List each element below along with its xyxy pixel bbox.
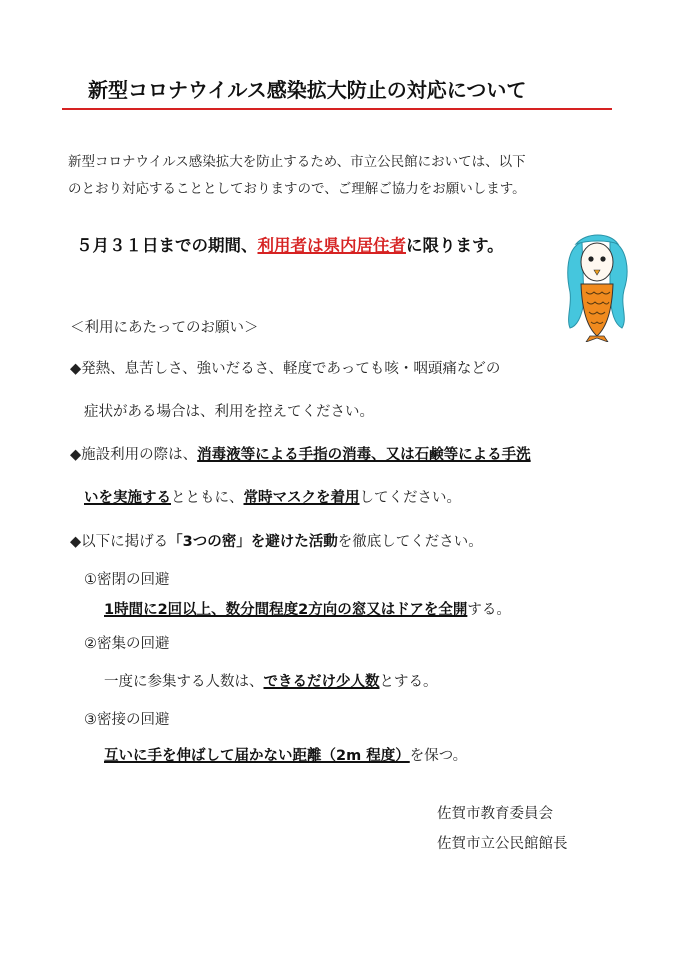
- requests-heading: ＜利用にあたってのお願い＞: [70, 320, 259, 336]
- sub2-prefix: 一度に参集する人数は、: [104, 674, 264, 690]
- sub1-ventilation: 1時間に2回以上、数分間程度2方向の窓又はドアを全開: [104, 602, 468, 618]
- page-title: 新型コロナウイルス感染拡大防止の対応について: [88, 78, 527, 102]
- item2-hand-hygiene-cont: いを実施する: [84, 490, 171, 506]
- title-divider: [62, 108, 612, 110]
- item2-line-1: [70, 443, 531, 464]
- item2-prefix: ◆施設利用の際は、: [70, 447, 198, 463]
- item3-suffix: を徹底してください。: [337, 534, 483, 550]
- amabie-mascot-icon: [560, 232, 634, 342]
- sub3-suffix: を保つ。: [409, 748, 468, 764]
- sub1-label: ①密閉の回避: [84, 572, 170, 588]
- item3-prefix: ◆以下に掲げる: [70, 534, 169, 550]
- notice-highlight: 利用者は県内居住者: [257, 236, 406, 255]
- item3-line: [70, 530, 483, 551]
- item2-line-2: [84, 486, 461, 507]
- item2-mid: とともに、: [171, 490, 244, 506]
- item2-suffix: してください。: [359, 490, 461, 506]
- sub2-small-group: できるだけ少人数: [263, 674, 380, 690]
- item3-three-cs: 「3つの密」を避けた活動: [168, 534, 338, 550]
- sub2-detail: [104, 670, 438, 691]
- item1-line-1: ◆発熱、息苦しさ、強いだるさ、軽度であっても咳・咽頭痛などの: [70, 361, 501, 377]
- sub3-label: ③密接の回避: [84, 712, 170, 728]
- residency-notice: [76, 232, 504, 256]
- sub3-detail: [104, 744, 467, 765]
- item2-hand-hygiene: 消毒液等による手指の消毒、又は石鹸等による手洗: [197, 447, 531, 463]
- sub3-distance: 互いに手を伸ばして届かない距離（2m 程度）: [104, 748, 410, 764]
- notice-part-1: ５月３１日までの期間、: [76, 236, 258, 255]
- item1-line-2: 症状がある場合は、利用を控えてください。: [84, 404, 374, 420]
- sub2-label: ②密集の回避: [84, 636, 170, 652]
- notice-part-2: に限ります。: [406, 236, 504, 255]
- sub2-suffix: とする。: [379, 674, 438, 690]
- signature-hall-director: 佐賀市立公民館館長: [437, 836, 568, 852]
- signature-board-of-education: 佐賀市教育委員会: [437, 806, 553, 822]
- item2-mask: 常時マスクを着用: [243, 490, 360, 506]
- sub1-suffix: する。: [467, 602, 511, 618]
- sub1-detail: [104, 598, 511, 619]
- intro-line-1: 新型コロナウイルス感染拡大を防止するため、市立公民館においては、以下: [68, 154, 526, 170]
- intro-line-2: のとおり対応することとしておりますので、ご理解ご協力をお願いします。: [68, 181, 526, 197]
